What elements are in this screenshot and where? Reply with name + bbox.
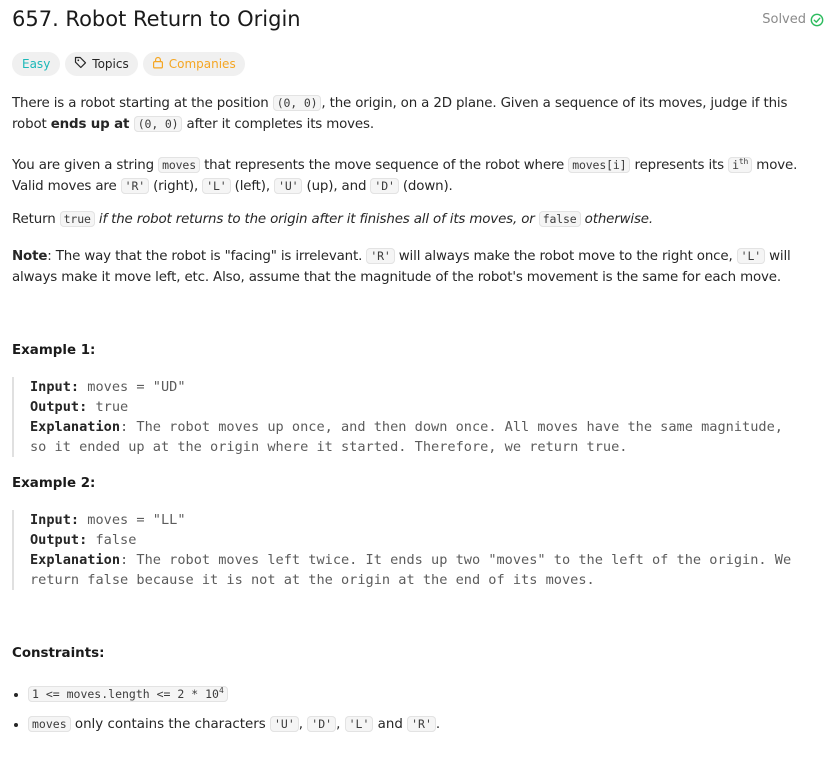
constraint-item: • moves only contains the characters 'U' , 'D' , 'L' and 'R' . xyxy=(28,713,440,746)
inline-code: false xyxy=(539,211,581,227)
inline-code: 1 <= moves.length <= $2 * 10^4$ xyxy=(28,686,228,702)
description-paragraph-1: There is a robot starting at the position (0, 0) , the origin, on a 2D plane. Given a sequence of its moves, judge if this robot ends up at (0, 0) after it completes its moves. xyxy=(12,96,788,132)
lock-icon xyxy=(152,56,164,72)
example-2-block: Input: moves = "LL" Output: false Explanation: The robot moves left twice. It ends up two "moves" to the left of the origin. We return false because it is not at the origin at the end of its moves. xyxy=(12,510,837,590)
solved-label: Solved xyxy=(762,12,806,27)
inline-code: (0, 0) xyxy=(134,116,183,132)
description-note: Note: The way that the robot is "facing" is irrelevant. 'R' will always make the robot move to the right once, 'L' will always make it move left, etc. Also, assume that the magnitude of the robot's movement is the same for each move. xyxy=(12,249,791,285)
inline-code: 'R' xyxy=(407,716,436,732)
example-1-block: Input: moves = "UD" Output: true Explanation: The robot moves up once, and then down once. All moves have the same magnitude, so it ended up at the origin where it started. Therefore, we return true. xyxy=(12,377,837,457)
check-circle-icon xyxy=(810,13,824,27)
constraints-list xyxy=(12,680,440,746)
description-paragraph-2: You are given a string moves that represents the move sequence of the robot where moves[i] represents its $i^{th}$ move. Valid moves are 'R' (right), 'L' (left), 'U' (up), and 'D' (down). xyxy=(12,157,798,194)
inline-code: 'D' xyxy=(370,178,398,194)
inline-code: 'D' xyxy=(307,716,336,732)
title-row xyxy=(12,7,824,37)
inline-code: 'L' xyxy=(345,716,374,732)
solved-status xyxy=(762,12,824,27)
inline-code: (0, 0) xyxy=(273,95,322,111)
companies-button[interactable] xyxy=(143,52,245,76)
inline-code: 'R' xyxy=(121,178,149,194)
tag-icon xyxy=(74,56,87,72)
inline-code: 'U' xyxy=(274,178,302,194)
constraint-item xyxy=(28,680,440,713)
difficulty-badge[interactable]: Easy xyxy=(12,52,60,76)
inline-code: moves xyxy=(158,157,200,173)
tag-row xyxy=(12,52,245,76)
description-paragraph-3: Return true if the robot returns to the origin after it finishes all of its moves, or false otherwise. xyxy=(12,212,654,227)
topics-label: Topics xyxy=(92,57,129,71)
inline-code: 'U' xyxy=(270,716,299,732)
constraints-heading: Constraints: xyxy=(12,646,105,661)
inline-code: $i^{th}$ xyxy=(728,157,752,173)
inline-code: moves xyxy=(28,716,71,732)
inline-code: 'L' xyxy=(737,248,765,264)
inline-code: moves[i] xyxy=(568,157,630,173)
example-2-heading: Example 2: xyxy=(12,476,96,491)
example-1-heading: Example 1: xyxy=(12,343,96,358)
companies-label: Companies xyxy=(168,57,236,71)
inline-code: 'L' xyxy=(202,178,230,194)
inline-code: 'R' xyxy=(366,248,394,264)
inline-code: true xyxy=(60,211,95,227)
problem-title[interactable]: 657. Robot Return to Origin xyxy=(12,7,301,31)
topics-button[interactable] xyxy=(65,52,137,76)
